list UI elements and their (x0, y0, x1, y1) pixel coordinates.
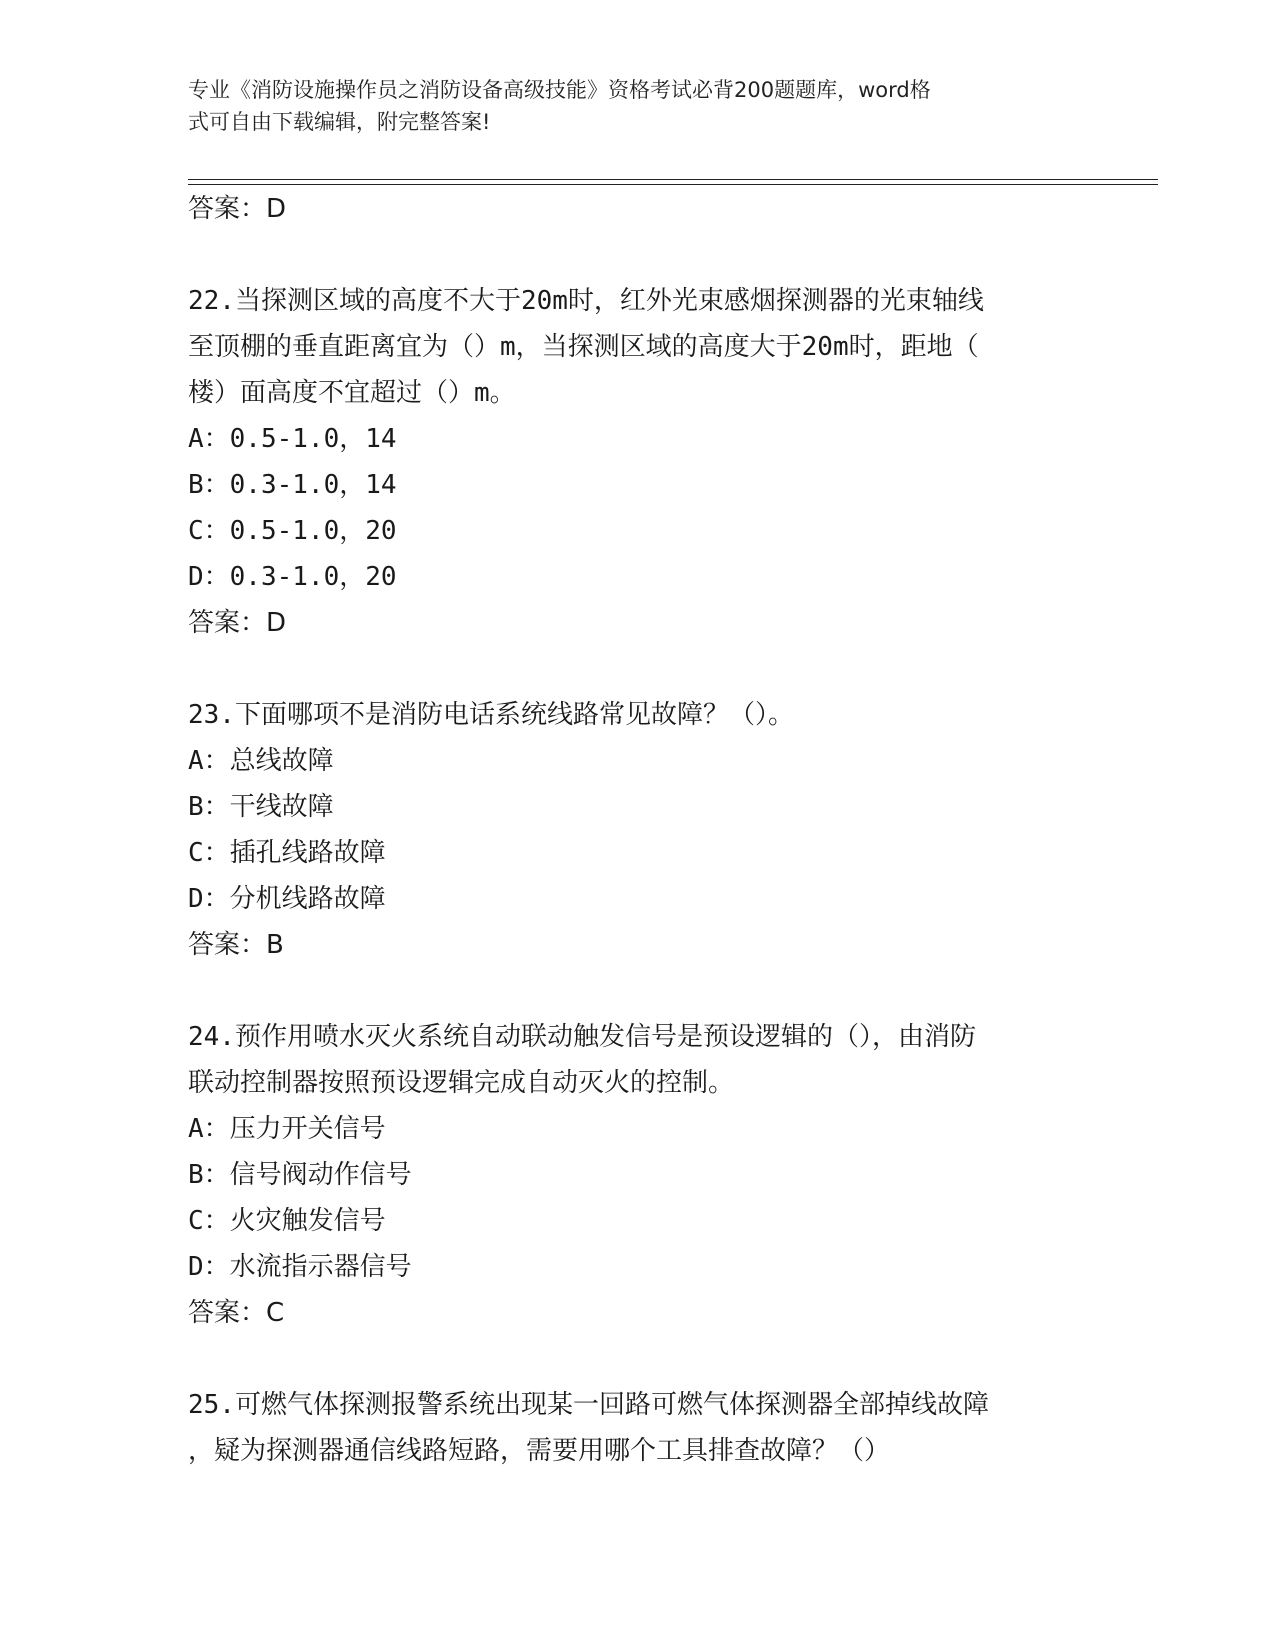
spacer (188, 232, 1088, 278)
question-text-line: ，疑为探测器通信线路短路，需要用哪个工具排查故障？（） (188, 1436, 891, 1466)
question-text-line: 楼）面高度不宜超过（）m。 (188, 378, 516, 408)
question-text-line: 22.当探测区域的高度不大于20m时，红外光束感烟探测器的光束轴线 (188, 286, 984, 316)
question-text-line: 25.可燃气体探测报警系统出现某一回路可燃气体探测器全部掉线故障 (188, 1390, 989, 1420)
question-text-line: 联动控制器按照预设逻辑完成自动灭火的控制。 (188, 1068, 735, 1098)
document-body (188, 186, 1088, 1474)
question-22 (188, 278, 1088, 646)
header-rule-top (188, 179, 1158, 180)
question-text-line: 至顶棚的垂直距离宜为（）m，当探测区域的高度大于20m时，距地（ (188, 332, 979, 362)
spacer (188, 646, 1088, 692)
spacer (188, 968, 1088, 1014)
answer-line: 答案：C (188, 1298, 285, 1328)
option-c: C：插孔线路故障 (188, 838, 386, 868)
document-header (188, 74, 1068, 138)
header-rule-bottom (188, 184, 1158, 185)
answer-line: 答案：D (188, 194, 287, 224)
option-d: D：水流指示器信号 (188, 1252, 412, 1282)
option-c: C：火灾触发信号 (188, 1206, 386, 1236)
option-b: B：信号阀动作信号 (188, 1160, 412, 1190)
spacer (188, 1336, 1088, 1382)
question-24 (188, 1014, 1088, 1336)
option-d: D：分机线路故障 (188, 884, 386, 914)
answer-line: 答案：D (188, 608, 287, 638)
option-b: B：干线故障 (188, 792, 334, 822)
option-b: B：0.3-1.0，14 (188, 470, 397, 500)
option-a: A：0.5-1.0，14 (188, 424, 397, 454)
option-d: D：0.3-1.0，20 (188, 562, 397, 592)
option-a: A：压力开关信号 (188, 1114, 386, 1144)
question-text-line: 23.下面哪项不是消防电话系统线路常见故障？（）。 (188, 700, 794, 730)
option-c: C：0.5-1.0，20 (188, 516, 397, 546)
option-a: A：总线故障 (188, 746, 334, 776)
question-text-line: 24.预作用喷水灭火系统自动联动触发信号是预设逻辑的（），由消防 (188, 1022, 976, 1052)
header-line-2: 式可自由下载编辑，附完整答案! (188, 110, 491, 134)
question-23 (188, 692, 1088, 968)
header-line-1: 专业《消防设施操作员之消防设备高级技能》资格考试必背200题题库，word格 (188, 78, 931, 102)
answer-line: 答案：B (188, 930, 284, 960)
question-25 (188, 1382, 1088, 1474)
